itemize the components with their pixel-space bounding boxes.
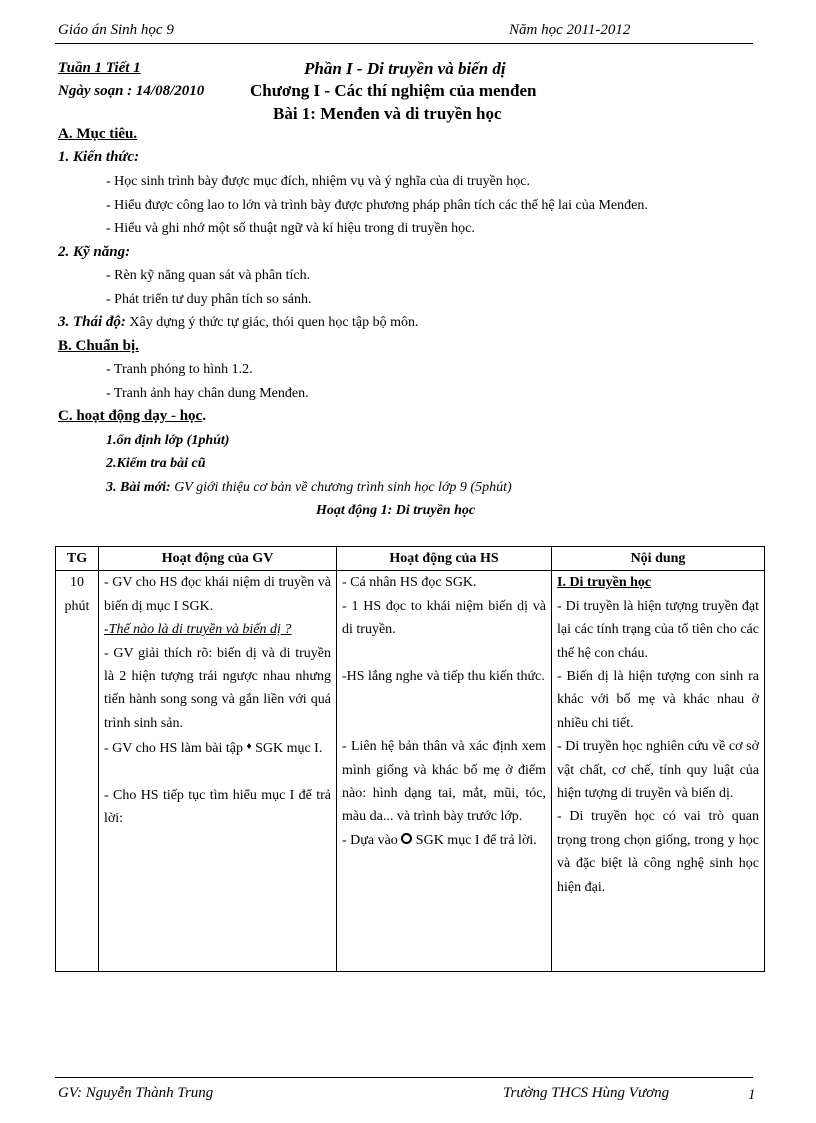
gv-exercise-text: - GV cho HS làm bài tập: [104, 741, 243, 757]
content-cell: [552, 571, 765, 972]
time-unit: phút: [64, 598, 90, 614]
step-1: 1.ổn định lớp (1phút): [106, 433, 230, 448]
skill-item: - Rèn kỹ năng quan sát và phân tích.: [106, 268, 311, 283]
footer-teacher: GV: Nguyễn Thành Trung: [58, 1085, 214, 1101]
spacer: [342, 688, 546, 711]
hs-activity: - Cá nhân HS đọc SGK.: [342, 575, 477, 591]
step-2: 2.Kiểm tra bài cũ: [106, 456, 206, 471]
spacer: [342, 642, 546, 665]
section-a-heading: A. Mục tiêu.: [58, 126, 138, 142]
table-header-row: [56, 547, 765, 571]
gv-exercise-ref: SGK mục I.: [255, 741, 323, 757]
footer-rule: [55, 1077, 753, 1078]
table-row: [56, 571, 765, 972]
attitude-line: [58, 311, 419, 334]
chapter-title: Chương I - Các thí nghiệm của menđen: [250, 81, 537, 100]
hs-cell: [337, 571, 552, 972]
step-3-text: GV giới thiệu cơ bản về chương trình sinh học lớp 9 (5phút): [170, 480, 512, 495]
col-header-content: Nội dung: [552, 547, 765, 571]
content-heading: I. Di truyền học: [557, 575, 652, 591]
step-3: [106, 476, 512, 499]
hs-activity: [342, 829, 546, 852]
content-item: - Di truyền học nghiên cứu về cơ sở vật chất, cơ chế, tính quy luật của hiện tượng di truyền và biến dị.: [557, 739, 759, 802]
gv-activity: - Cho HS tiếp tục tìm hiểu mục I để trả lời:: [104, 788, 331, 827]
knowledge-item: - Học sinh trình bày được mục đích, nhiệm vụ và ý nghĩa của di truyền học.: [106, 174, 530, 189]
hs-ref-text: - Dựa vào: [342, 832, 398, 848]
prep-item: - Tranh phóng to hình 1.2.: [106, 362, 253, 377]
hs-activity: -HS lắng nghe và tiếp thu kiến thức.: [342, 669, 545, 685]
section-c-text: C. hoạt động dạy - học: [58, 408, 203, 424]
attitude-label: 3. Thái độ:: [58, 314, 126, 330]
section-c-dot: .: [202, 408, 206, 424]
col-header-hs: Hoạt động của HS: [337, 547, 552, 571]
time-value: 10: [70, 575, 84, 591]
gv-exercise: [104, 735, 331, 760]
page-number: 1: [748, 1087, 756, 1103]
section-a2-heading: 2. Kỹ năng:: [58, 244, 131, 260]
attitude-text: Xây dựng ý thức tự giác, thói quen học tập bộ môn.: [125, 315, 419, 330]
gv-question: -Thế nào là di truyền và biến dị ?: [104, 622, 292, 638]
week-lesson: Tuần 1 Tiết 1: [58, 60, 141, 76]
gv-activity: - GV cho HS đọc khái niệm di truyền và biến dị mục I SGK.: [104, 575, 331, 614]
gv-cell: [99, 571, 337, 972]
spacer: [342, 712, 546, 735]
hs-ref-rest: SGK mục I để trả lời.: [415, 832, 537, 848]
time-cell: [56, 571, 99, 972]
step-3-label: 3. Bài mới:: [106, 480, 171, 495]
part-title: Phần I - Di truyền và biến dị: [304, 59, 506, 78]
hs-activity: - Liên hệ bản thân và xác định xem mình giống và khác bố mẹ ở điểm nào: hình dạng tai, mắt, mũi, tóc, màu da... và trình bày trước lớp.: [342, 739, 546, 825]
col-header-time: TG: [56, 547, 99, 571]
content-item: - Di truyền là hiện tượng truyền đạt lại các tính trạng của tổ tiên cho các thế hệ con cháu.: [557, 598, 759, 661]
header-course: Giáo án Sinh học 9: [58, 22, 174, 38]
lesson-title: Bài 1: Menđen và di truyền học: [273, 104, 502, 123]
hs-activity: - 1 HS đọc to khái niệm biến dị và di truyền.: [342, 598, 546, 638]
section-a1-heading: 1. Kiến thức:: [58, 149, 140, 165]
skill-item: - Phát triển tư duy phân tích so sánh.: [106, 292, 312, 307]
section-c-heading: [58, 405, 206, 428]
knowledge-item: - Hiểu được công lao to lớn và trình bày được phương pháp phân tích các thế hệ lai của Menđen.: [106, 198, 648, 213]
spacer: [104, 761, 331, 784]
prep-item: - Tranh ảnh hay chân dung Menđen.: [106, 386, 309, 401]
gv-activity: - GV giải thích rõ: biến dị và di truyền là 2 hiện tượng trái ngược nhau nhưng tiến hành song song và gắn liền với quá trình sinh sản.: [104, 645, 331, 731]
diamond-icon: ♦: [246, 741, 252, 753]
knowledge-item: - Hiểu và ghi nhớ một số thuật ngữ và kí hiệu trong di truyền học.: [106, 221, 475, 236]
content-item: - Biến dị là hiện tượng con sinh ra khác với bố mẹ và khác nhau ở nhiều chi tiết.: [557, 669, 759, 731]
section-b-heading: B. Chuẩn bị.: [58, 338, 139, 354]
col-header-gv: Hoạt động của GV: [99, 547, 337, 571]
activity-title: Hoạt động 1: Di truyền học: [316, 503, 476, 518]
header-year: Năm học 2011-2012: [509, 22, 631, 38]
circle-icon: [401, 833, 412, 844]
content-item: - Di truyền học có vai trò quan trọng trong chọn giống, trong y học và đặc biệt là công nghệ sinh học hiện đại.: [557, 809, 759, 895]
prep-date: Ngày soạn : 14/08/2010: [58, 83, 205, 99]
activity-table: [55, 546, 765, 972]
footer-school: Trường THCS Hùng Vương: [503, 1085, 670, 1101]
header-rule: [55, 43, 753, 44]
